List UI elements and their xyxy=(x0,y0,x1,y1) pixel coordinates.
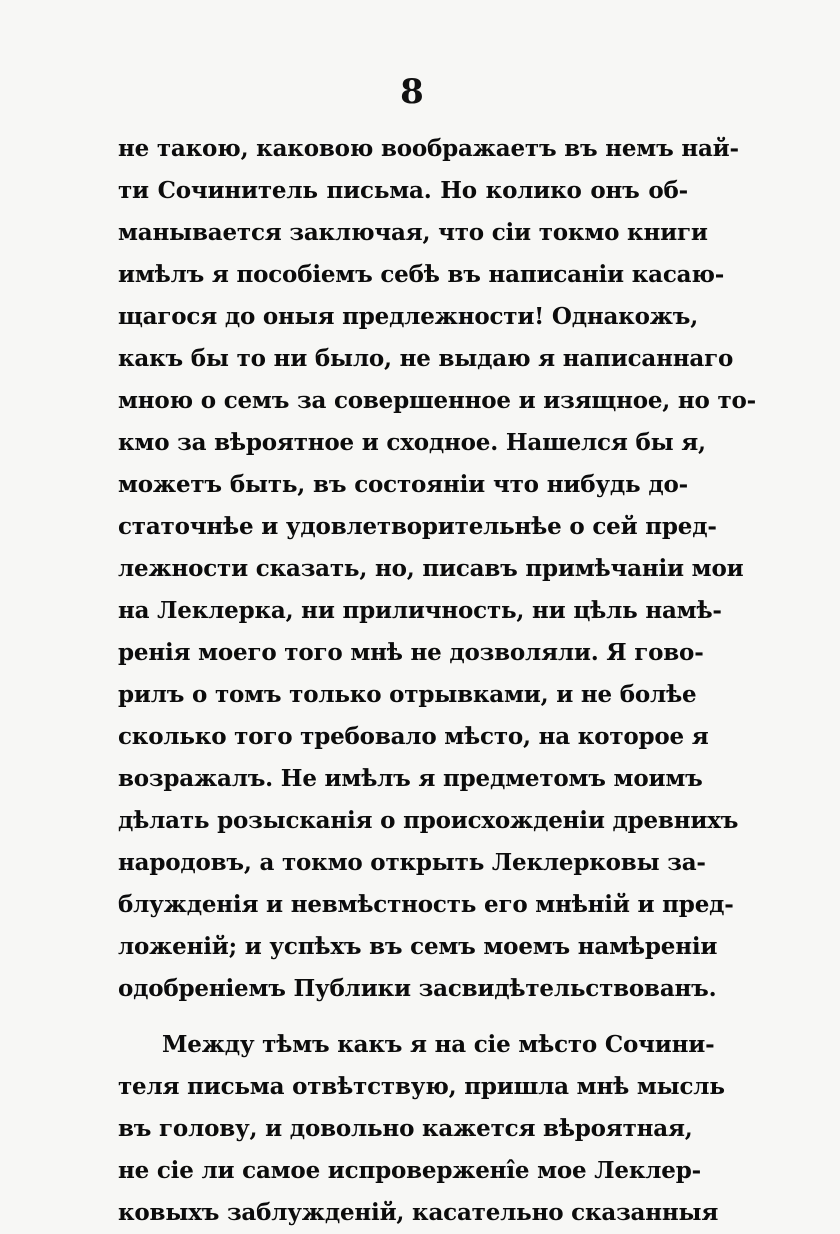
text-line: ренія моего того мнѣ не дозволяли. Я гово- xyxy=(118,639,704,666)
paragraph-1 xyxy=(118,128,757,1010)
body-text xyxy=(118,128,757,1234)
text-line: на Леклерка, ни приличность, ни цѣль намѣ- xyxy=(118,597,722,624)
text-line: статочнѣе и удовлетворительнѣе о сей пред- xyxy=(118,513,717,540)
page-number: 8 xyxy=(400,72,424,112)
text-line: ти Сочинитель письма. Но колико онъ об- xyxy=(118,177,688,204)
text-line: блужденія и невмѣстность его мнѣній и пред- xyxy=(118,891,734,918)
text-line: кмо за вѣроятное и сходное. Нашелся бы я, xyxy=(118,429,706,456)
text-line: теля письма отвѣтствую, пришла мнѣ мысль xyxy=(118,1073,725,1100)
text-line: имѣлъ я пособіемъ себѣ въ написаніи касаю- xyxy=(118,261,725,288)
text-line: ковыхъ заблужденій, касательно сказанныя xyxy=(118,1199,719,1226)
text-line: сколько того требовало мѣсто, на которое я xyxy=(118,723,709,750)
text-line: дѣлать розысканія о происхожденіи древнихъ xyxy=(118,807,739,834)
text-line: щагося до оныя предлежности! Однакожъ, xyxy=(118,303,699,330)
paragraph-gap xyxy=(118,1010,688,1024)
text-line: манывается заключая, что сіи токмо книги xyxy=(118,219,708,246)
text-line: возражалъ. Не имѣлъ я предметомъ моимъ xyxy=(118,765,703,792)
text-line: одобреніемъ Публики засвидѣтельствованъ. xyxy=(118,975,717,1002)
text-line: ложеній; и успѣхъ въ семъ моемъ намѣреніи xyxy=(118,933,718,960)
text-line: можетъ быть, въ состояніи что нибудь до- xyxy=(118,471,688,498)
text-line: не такою, каковою воображаетъ въ немъ най- xyxy=(118,135,739,162)
text-line: мною о семъ за совершенное и изящное, но то- xyxy=(118,387,757,414)
text-line: народовъ, а токмо открыть Леклерковы за- xyxy=(118,849,706,876)
paragraph-2 xyxy=(118,1024,725,1234)
text-line: не сіе ли самое испровержені̂е мое Леклер- xyxy=(118,1157,701,1184)
text-line: въ голову, и довольно кажется вѣроятная, xyxy=(118,1115,693,1142)
text-line: рилъ о томъ только отрывками, и не болѣе xyxy=(118,681,697,708)
text-line: какъ бы то ни было, не выдаю я написаннаго xyxy=(118,345,734,372)
text-line: лежности сказать, но, писавъ примѣчаніи мои xyxy=(118,555,744,582)
text-line: Между тѣмъ какъ я на сіе мѣсто Сочини- xyxy=(162,1031,715,1058)
